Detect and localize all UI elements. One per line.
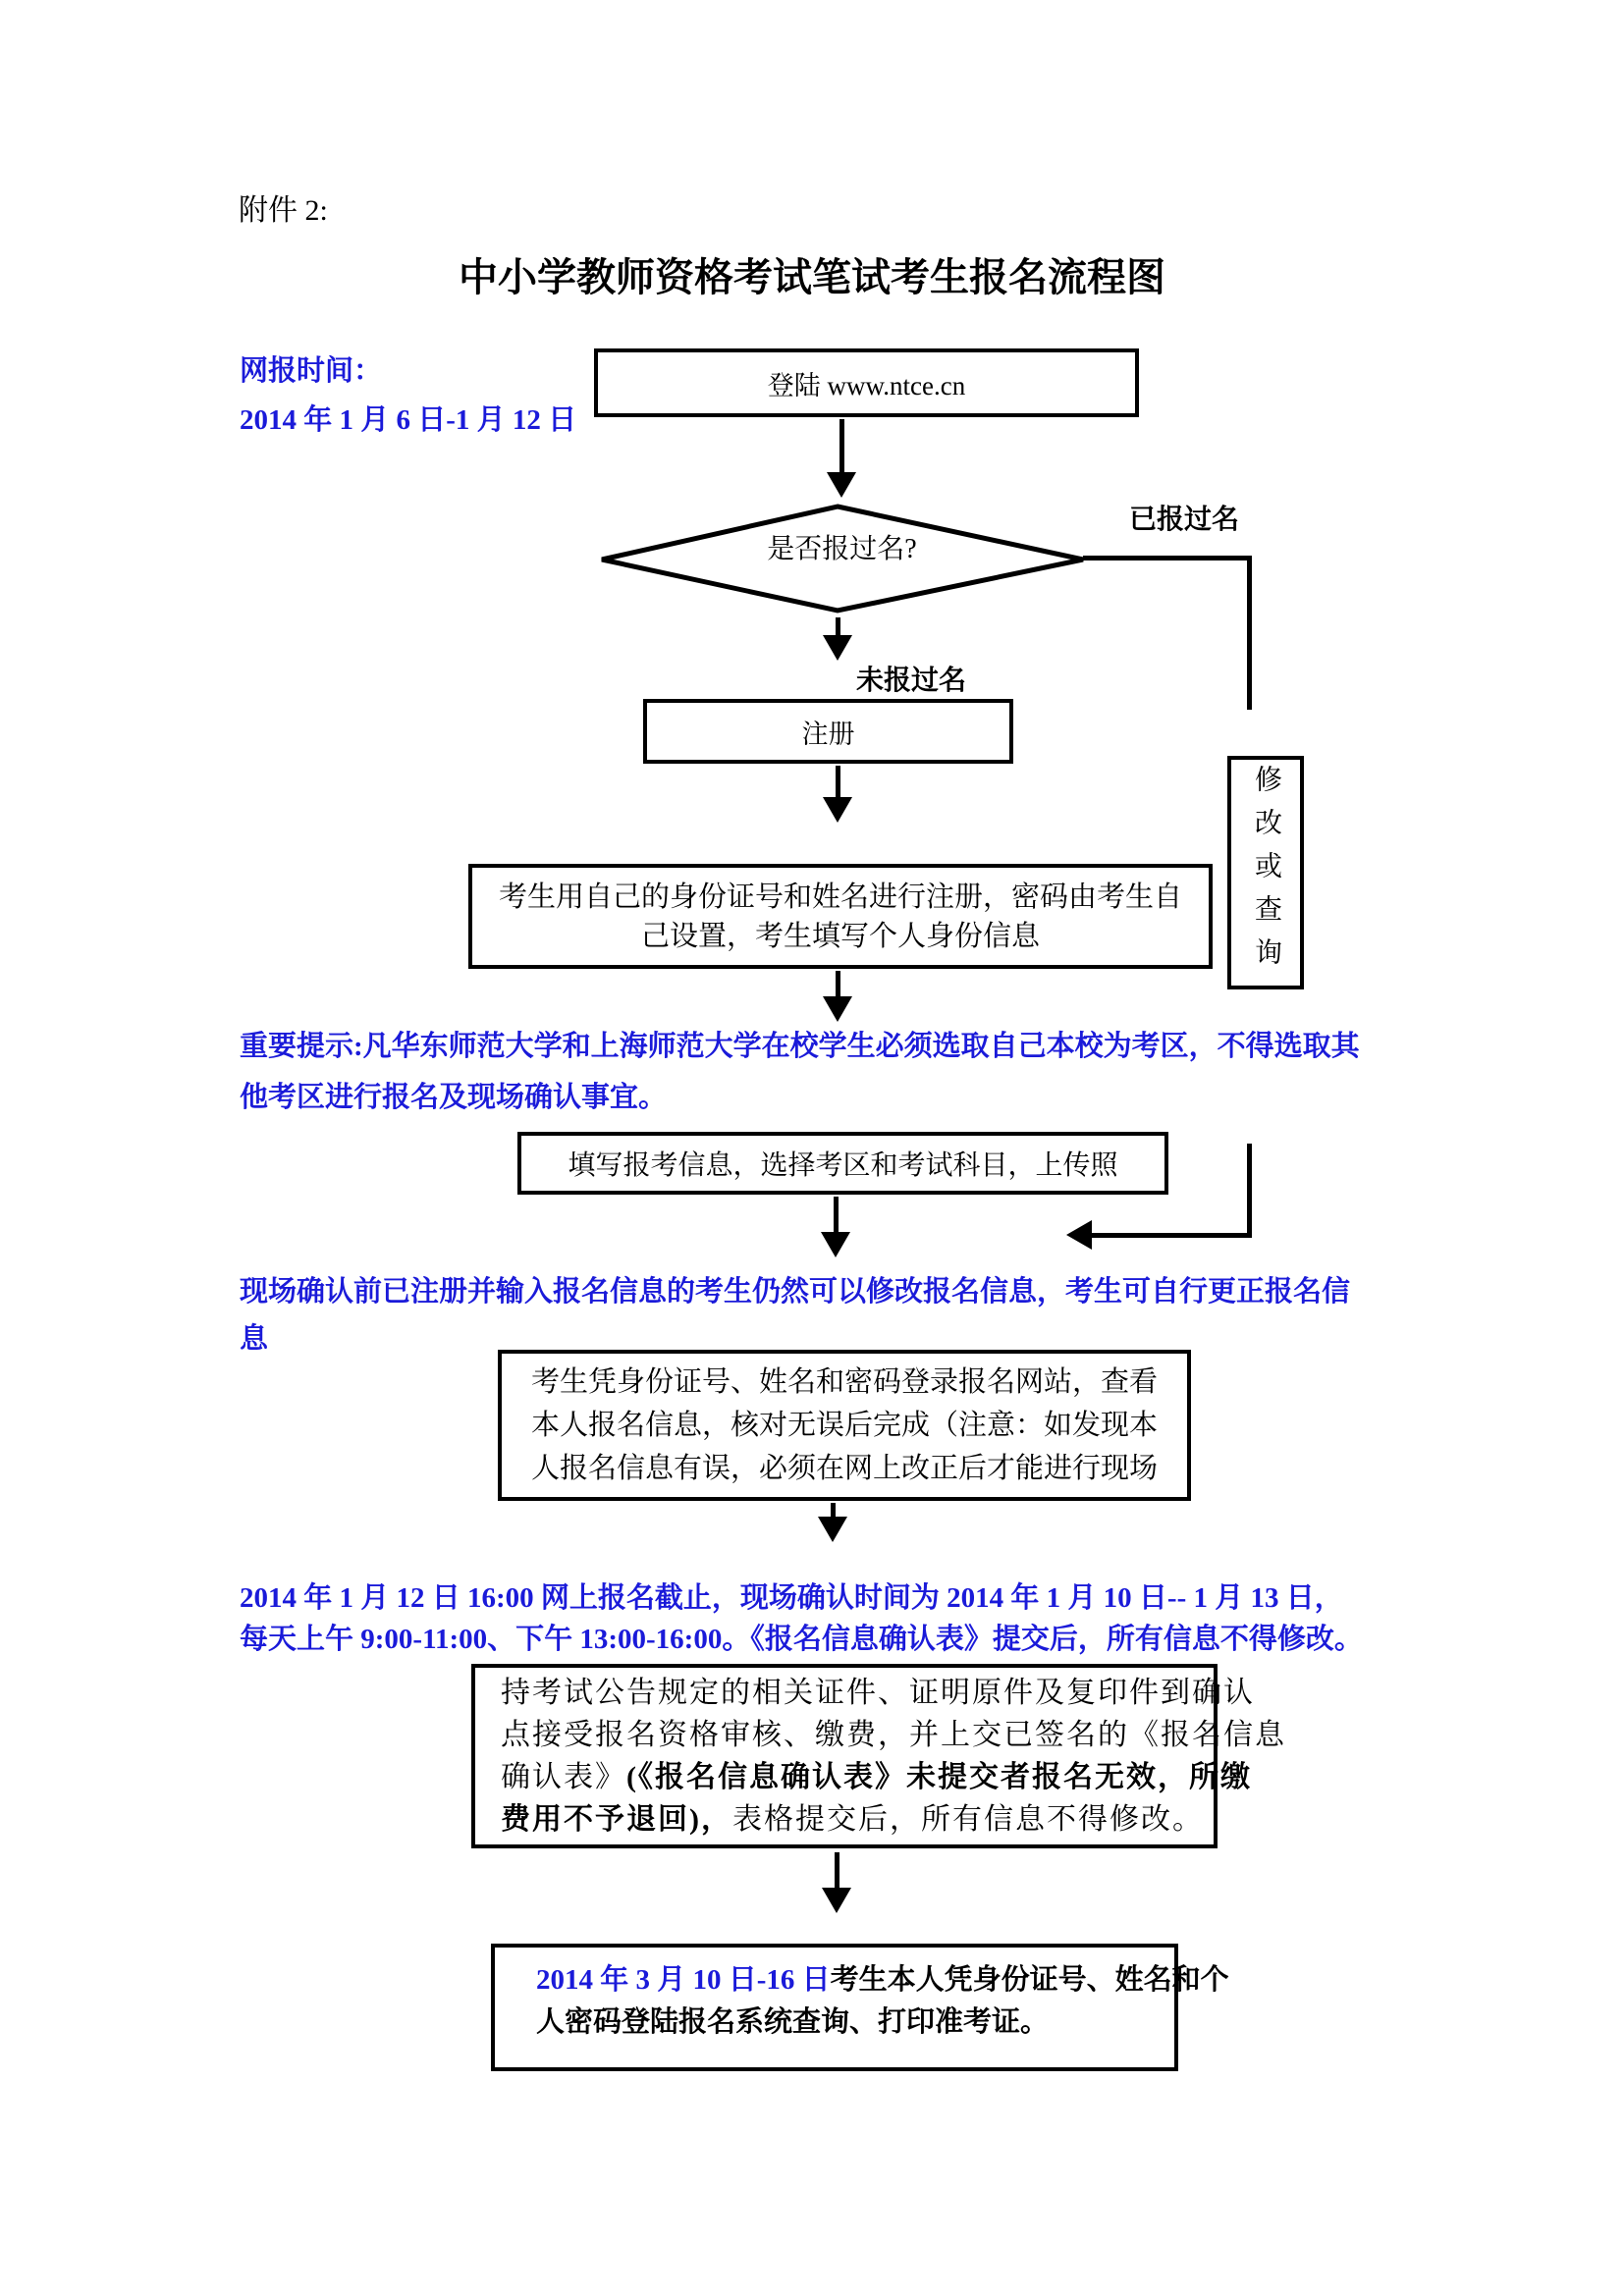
onsite-note-line1: 现场确认前已注册并输入报名信息的考生仍然可以修改报名信息，考生可自行更正报名信: [240, 1276, 1351, 1308]
arrow-shaft: [836, 971, 840, 998]
flow-node-print-ticket: [491, 1944, 1229, 2071]
arrow-down-icon: [821, 1232, 850, 1257]
flow-node-register: [643, 699, 1013, 764]
confirm-line4: [501, 1798, 1204, 1841]
flow-node-confirm: [471, 1664, 1286, 1848]
flow-node-register-info: [468, 864, 1213, 969]
confirm-line1: 持考试公告规定的相关证件、证明原件及复印件到确认: [501, 1677, 1255, 1709]
arrow-shaft: [836, 617, 840, 637]
verify-line3: 人报名信息有误，必须在网上改正后才能进行现场: [530, 1453, 1158, 1484]
register-info-line2: 己设置，考生填写个人身份信息: [640, 920, 1040, 952]
flow-node-fill-info-label: 填写报考信息，选择考区和考试科目，上传照: [568, 1150, 1118, 1181]
arrow-down-icon: [823, 797, 852, 823]
confirm-line2: 点接受报名资格审核、缴费，并上交已签名的《报名信息: [501, 1719, 1286, 1751]
confirm-line3-bold: (《报名信息确认表》未提交者报名无效，所缴: [626, 1761, 1252, 1793]
verify-line2: 本人报名信息，核对无误后完成（注意：如发现本: [530, 1410, 1158, 1441]
arrow-down-icon: [822, 1888, 851, 1913]
elbow-line-horizontal: [1092, 1233, 1252, 1238]
flow-node-login: [594, 348, 1139, 417]
arrow-shaft: [836, 766, 840, 799]
branch-yes-line: [1083, 556, 1252, 561]
important-note-line2: 他考区进行报名及现场确认事宜。: [240, 1082, 668, 1113]
flow-node-fill-info: [517, 1132, 1168, 1195]
final-line1: [536, 1959, 1229, 2002]
elbow-line-vertical: [1247, 1144, 1252, 1237]
branch-yes-label: 已报过名: [1129, 505, 1240, 535]
confirm-line3: [501, 1756, 1252, 1798]
online-time-label: 网报时间：: [240, 355, 383, 387]
arrow-down-icon: [823, 996, 852, 1022]
arrow-shaft: [834, 1197, 839, 1234]
branch-no-label: 未报过名: [856, 666, 967, 696]
arrow-left-icon: [1066, 1220, 1092, 1250]
confirm-line3-regular: 确认表》: [501, 1761, 626, 1793]
arrow-down-icon: [827, 472, 856, 498]
deadline-note-line2: 每天上午 9:00-11:00、下午 13:00-16:00。《报名信息确认表》提交后，所有信息不得修改。: [240, 1624, 1363, 1655]
online-time-value: 2014 年 1 月 6 日-1 月 12 日: [240, 404, 577, 436]
branch-yes-line-vertical: [1247, 556, 1252, 710]
register-info-line1: 考生用自己的身份证号和姓名进行注册，密码由考生自: [498, 881, 1182, 913]
arrow-shaft: [835, 1852, 839, 1890]
arrow-down-icon: [823, 635, 852, 661]
important-note-line1: 重要提示:凡华东师范大学和上海师范大学在校学生必须选取自己本校为考区，不得选取其: [240, 1031, 1360, 1062]
flow-node-modify-query: [1227, 756, 1304, 989]
confirm-line4-bold: 费用不予退回)，: [501, 1803, 732, 1836]
verify-line1: 考生凭身份证号、姓名和密码登录报名网站，查看: [530, 1366, 1158, 1398]
confirm-line4-regular: 表格提交后，所有信息不得修改。: [732, 1803, 1204, 1836]
flow-node-modify-query-label: 修改或查询: [1251, 765, 1281, 981]
flow-node-verify: [498, 1350, 1191, 1501]
attachment-label: 附件 2:: [239, 194, 328, 227]
arrow-shaft: [839, 419, 844, 474]
flow-node-register-label: 注册: [801, 719, 855, 749]
final-date: 2014 年 3 月 10 日-16 日: [536, 1964, 831, 1996]
decision-label: 是否报过名?: [767, 534, 917, 564]
page-title: 中小学教师资格考试笔试考生报名流程图: [459, 255, 1165, 299]
flow-node-login-label: 登陆 www.ntce.cn: [767, 370, 966, 400]
final-line1-rest: 考生本人凭身份证号、姓名和个: [830, 1964, 1229, 1996]
deadline-note-line1: 2014 年 1 月 12 日 16:00 网上报名截止，现场确认时间为 2014 年 1 月 10 日-- 1 月 13 日，: [240, 1582, 1343, 1614]
arrow-down-icon: [818, 1517, 847, 1542]
final-line2: 人密码登陆报名系统查询、打印准考证。: [536, 2006, 1050, 2038]
onsite-note-line2: 息: [240, 1323, 269, 1355]
